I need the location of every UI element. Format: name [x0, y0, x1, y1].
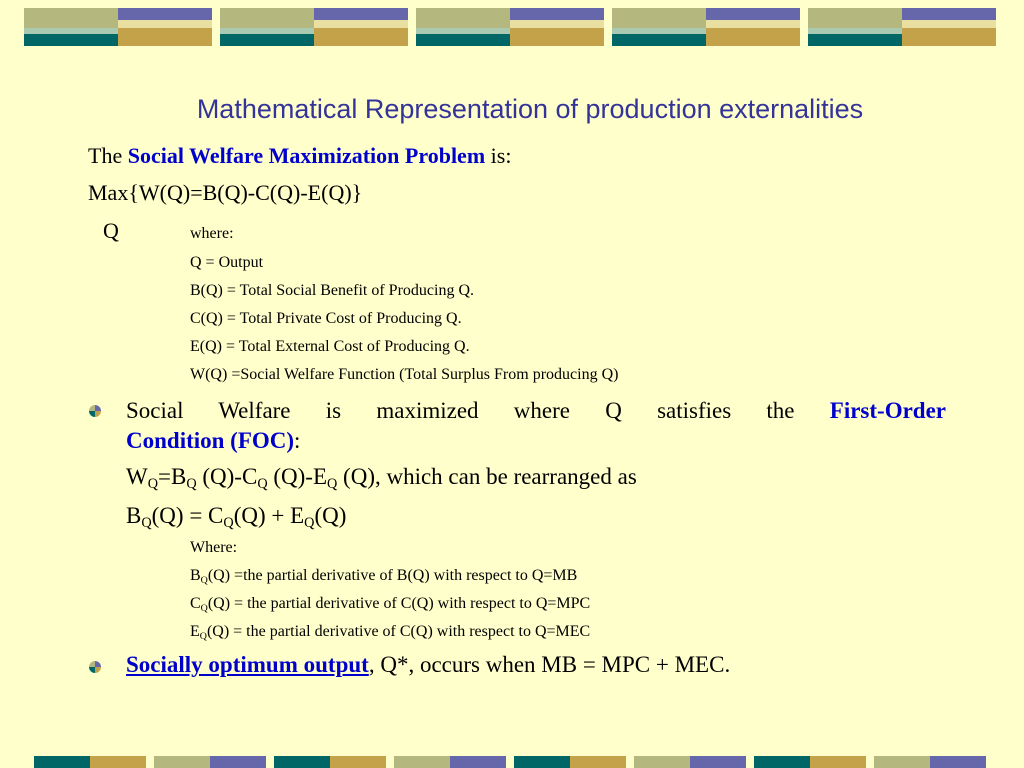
bullet-foc-text: Social Welfare is maximized where Q satisfies the — [126, 398, 795, 423]
derivative-item — [190, 567, 577, 585]
re-e: (Q) + E — [233, 503, 305, 528]
foc-sub: Q — [327, 475, 338, 492]
definition-item: Q = Output — [190, 254, 264, 271]
optimum-highlight: Socially optimum output — [126, 652, 369, 677]
foc-sub: Q — [147, 475, 159, 492]
bottom-decorative-band — [0, 756, 1024, 768]
rearranged-equation — [126, 503, 346, 529]
deriv-letter: B — [190, 567, 201, 584]
foc-w: W — [126, 464, 148, 489]
max-expression: Max{W(Q)=B(Q)-C(Q)-E(Q)} — [88, 180, 363, 205]
foc-sub: Q — [257, 475, 268, 492]
bullet-foc-line1 — [126, 396, 946, 426]
deriv-sub: Q — [200, 574, 208, 586]
foc-sub: Q — [186, 475, 197, 492]
deriv-sub: Q — [200, 602, 208, 614]
definition-item: E(Q) = Total External Cost of Producing Q. — [190, 338, 470, 355]
derivative-item — [190, 623, 590, 641]
deriv-sub: Q — [199, 630, 207, 642]
deriv-letter: C — [190, 595, 201, 612]
re-sub: Q — [223, 514, 234, 531]
top-decorative-band — [0, 0, 1024, 50]
optimum-text: , Q*, occurs when MB = MPC + MEC. — [368, 652, 731, 677]
foc-c: (Q)-C — [202, 464, 258, 489]
slide-title: Mathematical Representation of production externalities — [196, 94, 864, 124]
re-tail: (Q) — [314, 503, 347, 528]
intro-prefix: The — [88, 143, 123, 168]
deriv-text: (Q) =the partial derivative of B(Q) with respect to Q=MB — [207, 567, 578, 584]
bullet-icon — [89, 661, 101, 673]
foc-highlight-b: Condition (FOC) — [126, 428, 295, 453]
re-b: B — [126, 503, 142, 528]
bullet-optimum — [126, 652, 730, 678]
bullet-icon — [89, 405, 101, 417]
intro-suffix: is: — [490, 143, 512, 168]
foc-b: =B — [158, 464, 187, 489]
deriv-text: (Q) = the partial derivative of C(Q) with respect to Q=MEC — [206, 623, 591, 640]
re-sub: Q — [304, 514, 315, 531]
derivative-item — [190, 595, 590, 613]
foc-equation — [126, 464, 637, 490]
max-subscript-q: Q — [103, 218, 119, 243]
re-c: (Q) = C — [151, 503, 224, 528]
bullet-foc-line2 — [126, 426, 946, 456]
definition-item: C(Q) = Total Private Cost of Producing Q. — [190, 310, 462, 327]
foc-highlight-a: First-Order — [829, 398, 947, 423]
where-label-2: Where: — [190, 539, 238, 556]
foc-e: (Q)-E — [273, 464, 327, 489]
foc-tail: (Q), which can be rearranged as — [343, 464, 637, 489]
intro-line — [88, 143, 511, 169]
re-sub: Q — [141, 514, 152, 531]
deriv-text: (Q) = the partial derivative of C(Q) with respect to Q=MPC — [207, 595, 591, 612]
definition-item: W(Q) =Social Welfare Function (Total Surplus From producing Q) — [190, 366, 619, 383]
where-label: where: — [190, 225, 234, 242]
intro-highlight: Social Welfare Maximization Problem — [127, 143, 486, 168]
deriv-letter: E — [190, 623, 200, 640]
definition-item: B(Q) = Total Social Benefit of Producing Q. — [190, 282, 475, 299]
foc-colon: : — [294, 428, 301, 453]
